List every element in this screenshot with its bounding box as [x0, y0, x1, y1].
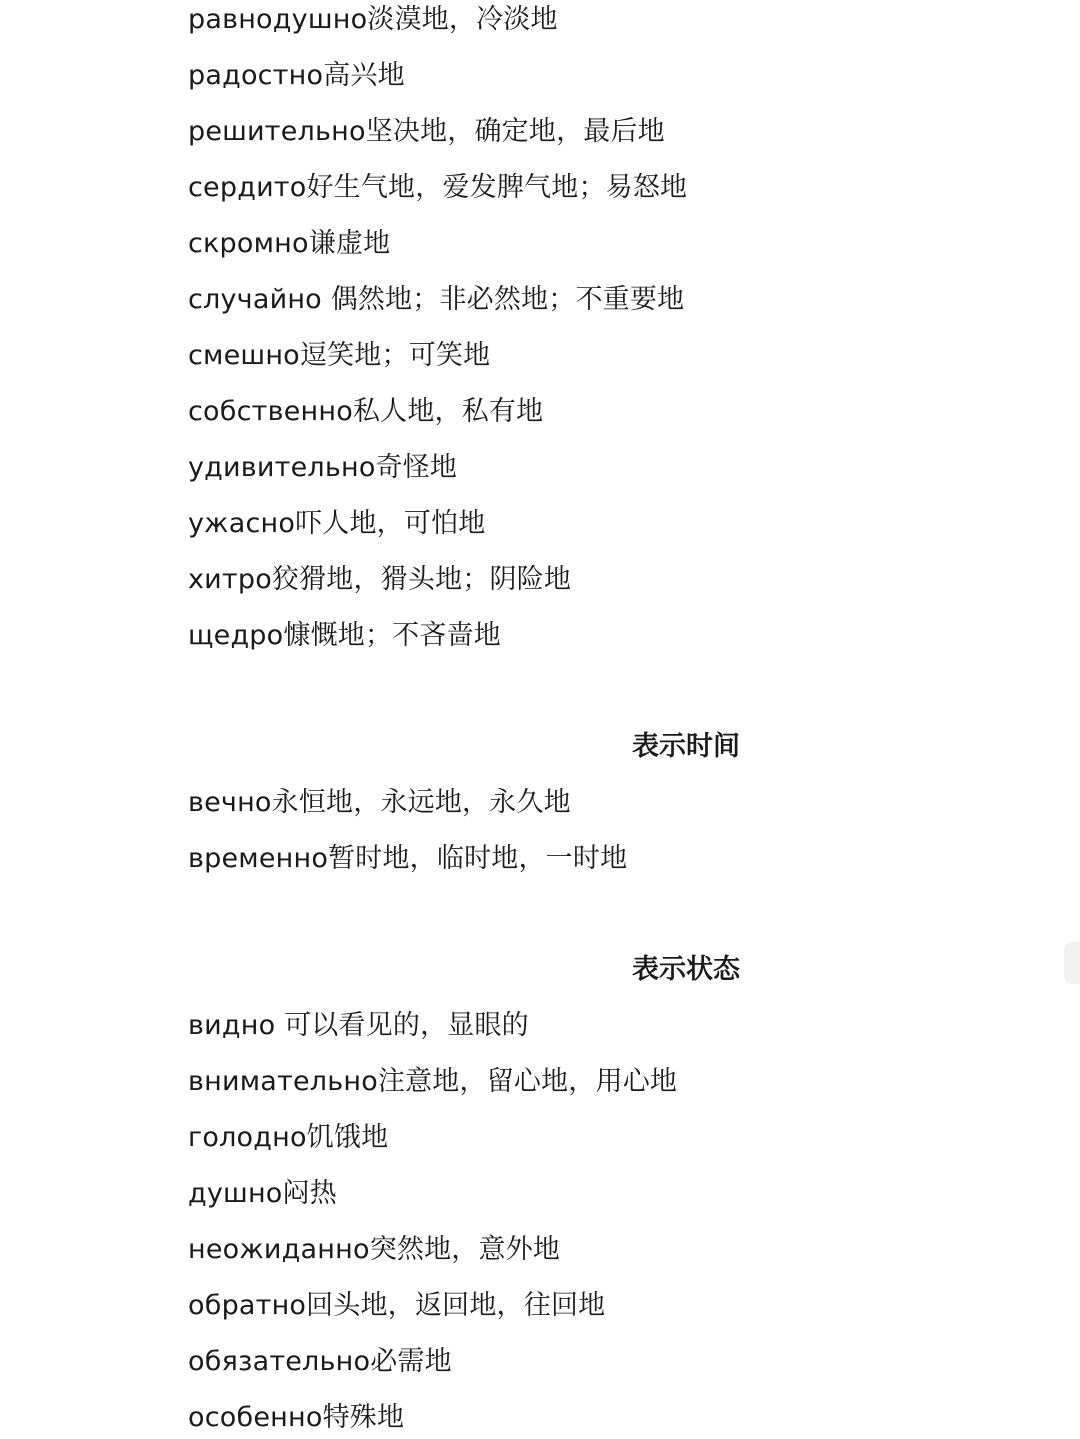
vocab-line: удивительно奇怪地	[188, 452, 458, 483]
scrollbar-thumb[interactable]	[1064, 942, 1080, 984]
vocab-line: неожиданно突然地，意外地	[188, 1234, 561, 1265]
vocab-line: внимательно注意地，留心地，用心地	[188, 1066, 678, 1097]
vocab-line: равнодушно淡漠地，冷淡地	[188, 4, 558, 35]
section-heading-state: 表示状态	[632, 954, 740, 985]
vocab-line: ужасно吓人地，可怕地	[188, 508, 486, 539]
vocab-line: случайно 偶然地；非必然地；不重要地	[188, 284, 685, 315]
vocab-line: временно暂时地，临时地，一时地	[188, 843, 628, 874]
vocab-line: вечно永恒地，永远地，永久地	[188, 787, 571, 818]
vocab-line: собственно私人地，私有地	[188, 396, 544, 427]
vocab-line: скромно谦虚地	[188, 228, 391, 259]
vocab-line: решительно坚决地，确定地，最后地	[188, 116, 665, 147]
vocab-line: особенно特殊地	[188, 1402, 405, 1433]
vocab-line: обязательно必需地	[188, 1346, 452, 1377]
vocab-line: сердито好生气地，爱发脾气地；易怒地	[188, 172, 688, 203]
vocab-line: душно闷热	[188, 1178, 337, 1209]
vocab-line: голодно饥饿地	[188, 1122, 389, 1153]
vocab-line: обратно回头地，返回地，往回地	[188, 1290, 606, 1321]
section-heading-time: 表示时间	[632, 731, 740, 762]
vocab-line: видно 可以看见的，显眼的	[188, 1010, 529, 1041]
vocab-line: смешно逗笑地；可笑地	[188, 340, 491, 371]
vocab-line: щедро慷慨地；不吝啬地	[188, 620, 501, 651]
vocab-line: радостно高兴地	[188, 60, 405, 91]
vocab-line: хитро狡猾地，猾头地；阴险地	[188, 564, 572, 595]
